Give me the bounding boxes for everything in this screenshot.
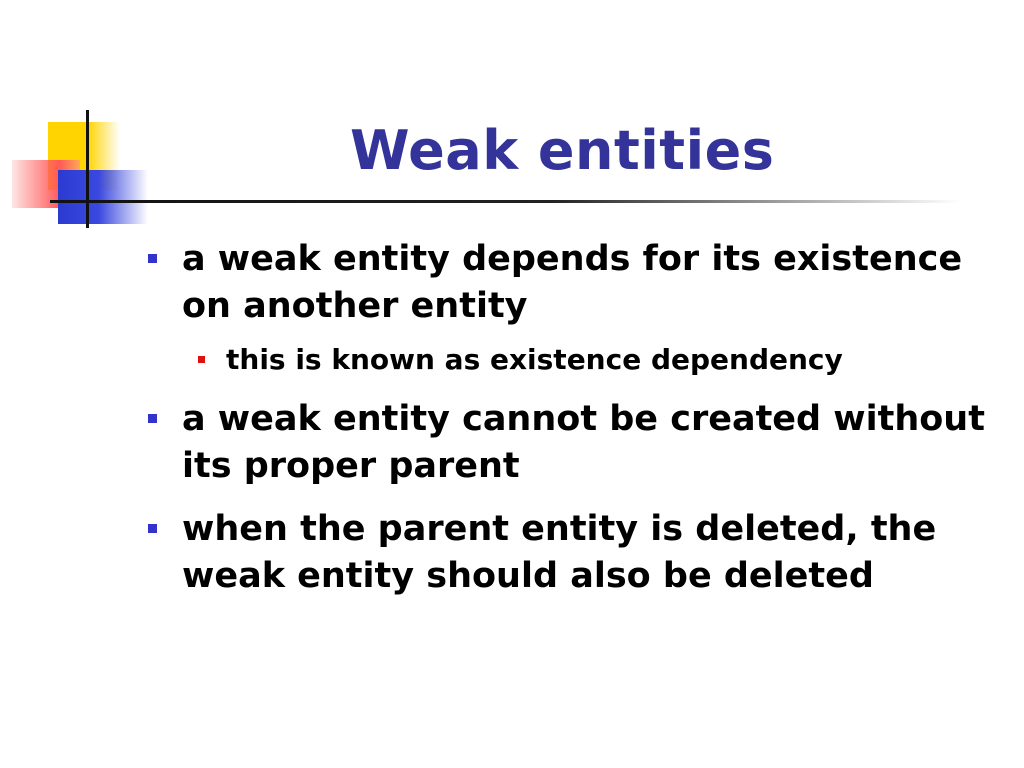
bullet-text: when the parent entity is deleted, the weak entity should also be deleted	[182, 509, 937, 596]
title-underline-rule	[50, 200, 960, 203]
vertical-rule	[86, 110, 89, 228]
slide-title: Weak entities	[350, 119, 775, 182]
sub-bullet-item	[140, 342, 1010, 378]
square-bullet-icon	[148, 414, 157, 423]
bullet-list	[140, 236, 1010, 616]
sub-bullet-text: this is known as existence dependency	[226, 343, 843, 376]
bullet-item	[140, 506, 1010, 600]
bullet-item	[140, 236, 1010, 330]
bullet-item	[140, 396, 1010, 490]
square-bullet-icon	[148, 254, 157, 263]
bullet-text: a weak entity depends for its existence on another entity	[182, 239, 963, 326]
corner-ornament	[0, 0, 170, 240]
bullet-text: a weak entity cannot be created without its proper parent	[182, 399, 985, 486]
blue-square-decoration	[58, 170, 148, 224]
red-square-bullet-icon	[198, 356, 205, 363]
square-bullet-icon	[148, 524, 157, 533]
